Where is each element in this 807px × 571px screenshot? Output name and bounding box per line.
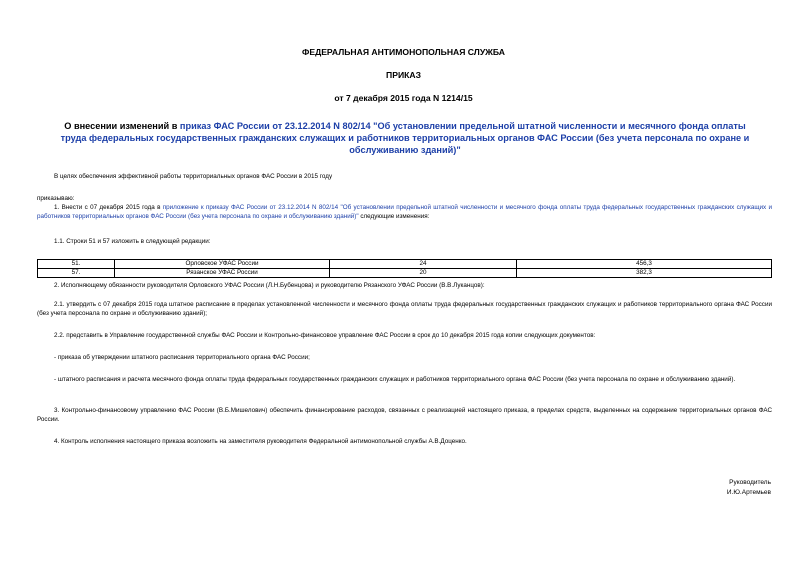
signature-position: Руководитель xyxy=(729,479,771,486)
order-word: приказываю: xyxy=(37,195,75,202)
doc-type: ПРИКАЗ xyxy=(386,70,421,80)
bullet-2: - штатного расписания и расчета месячного фонда оплаты труда федеральных государственных гражданских служащих и работников территориального органа ФАС России (без учета персонала по охране и обслуживанию зданий). xyxy=(54,376,736,383)
intro-paragraph: В целях обеспечения эффективной работы территориальных органов ФАС России в 2015 году xyxy=(54,173,333,180)
row-name: Рязанское УФАС России xyxy=(115,269,330,278)
paragraph-1-1: 1.1. Строки 51 и 57 изложить в следующей редакции: xyxy=(54,238,211,245)
row-fund: 382,3 xyxy=(517,269,772,278)
paragraph-2-2: 2.2. представить в Управление государственной службы ФАС России и Контрольно-финансовое управление ФАС России в срок до 10 декабря 2015 года копии следующих документов: xyxy=(54,332,596,339)
row-number: 57. xyxy=(38,269,115,278)
signature-name: И.Ю.Артемьев xyxy=(726,489,771,496)
doc-date: от 7 декабря 2015 года N 1214/15 xyxy=(334,93,473,103)
paragraph-1 xyxy=(37,203,772,221)
bullet-1: - приказа об утверждении штатного расписания территориального органа ФАС России; xyxy=(54,354,310,361)
agency-name: ФЕДЕРАЛЬНАЯ АНТИМОНОПОЛЬНАЯ СЛУЖБА xyxy=(302,47,505,57)
row-count: 20 xyxy=(330,269,517,278)
paragraph-2: 2. Исполняющему обязанности руководителя Орловского УФАС России (Л.Н.Бубенцова) и руководителю Рязанского УФАС России (В.В.Луканцов): xyxy=(54,282,485,289)
title-link[interactable]: приказ ФАС России от 23.12.2014 N 802/14 "Об установлении предельной штатной численности и месячного фонда оплаты труда федеральных государственных гражданских служащих и работников территориальных органов ФАС России (без учета персонала по охране и обслуживанию зданий)" xyxy=(60,121,750,155)
table-row xyxy=(38,269,772,278)
p1-suffix: следующие изменения: xyxy=(358,213,430,220)
paragraph-3: 3. Контрольно-финансовому управлению ФАС России (В.Б.Мишелович) обеспечить финансирование расходов, связанных с реализацией настоящего приказа, в пределах средств, выделенных на содержание территориальных органов ФАС России. xyxy=(37,407,772,423)
p1-link[interactable]: приложение к приказу ФАС России от 23.12.2014 N 802/14 "Об установлении предельной штатной численности и месячного фонда оплаты труда федеральных государственных гражданских служащих и работников территориальных органов ФАС России (без учета персонала по охране и обслуживанию зданий)" xyxy=(37,204,773,220)
row-fund: 456,3 xyxy=(517,260,772,269)
row-count: 24 xyxy=(330,260,517,269)
p1-prefix: 1. Внести с 07 декабря 2015 года в xyxy=(54,204,163,211)
page-title xyxy=(55,120,755,156)
row-name: Орловское УФАС России xyxy=(115,260,330,269)
row-number: 51. xyxy=(38,260,115,269)
title-prefix: О внесении изменений в xyxy=(64,121,180,131)
table-row xyxy=(38,260,772,269)
paragraph-4: 4. Контроль исполнения настоящего приказа возложить на заместителя руководителя Федеральной антимонопольной службы А.В.Доценко. xyxy=(54,438,467,445)
paragraph-2-1: 2.1. утвердить с 07 декабря 2015 года штатное расписание в пределах установленной численности и месячного фонда оплаты труда федеральных государственных гражданских служащих и работников территориального органа ФАС России (без учета персонала по охране и обслуживанию зданий); xyxy=(37,301,772,317)
rows-table xyxy=(37,259,772,278)
